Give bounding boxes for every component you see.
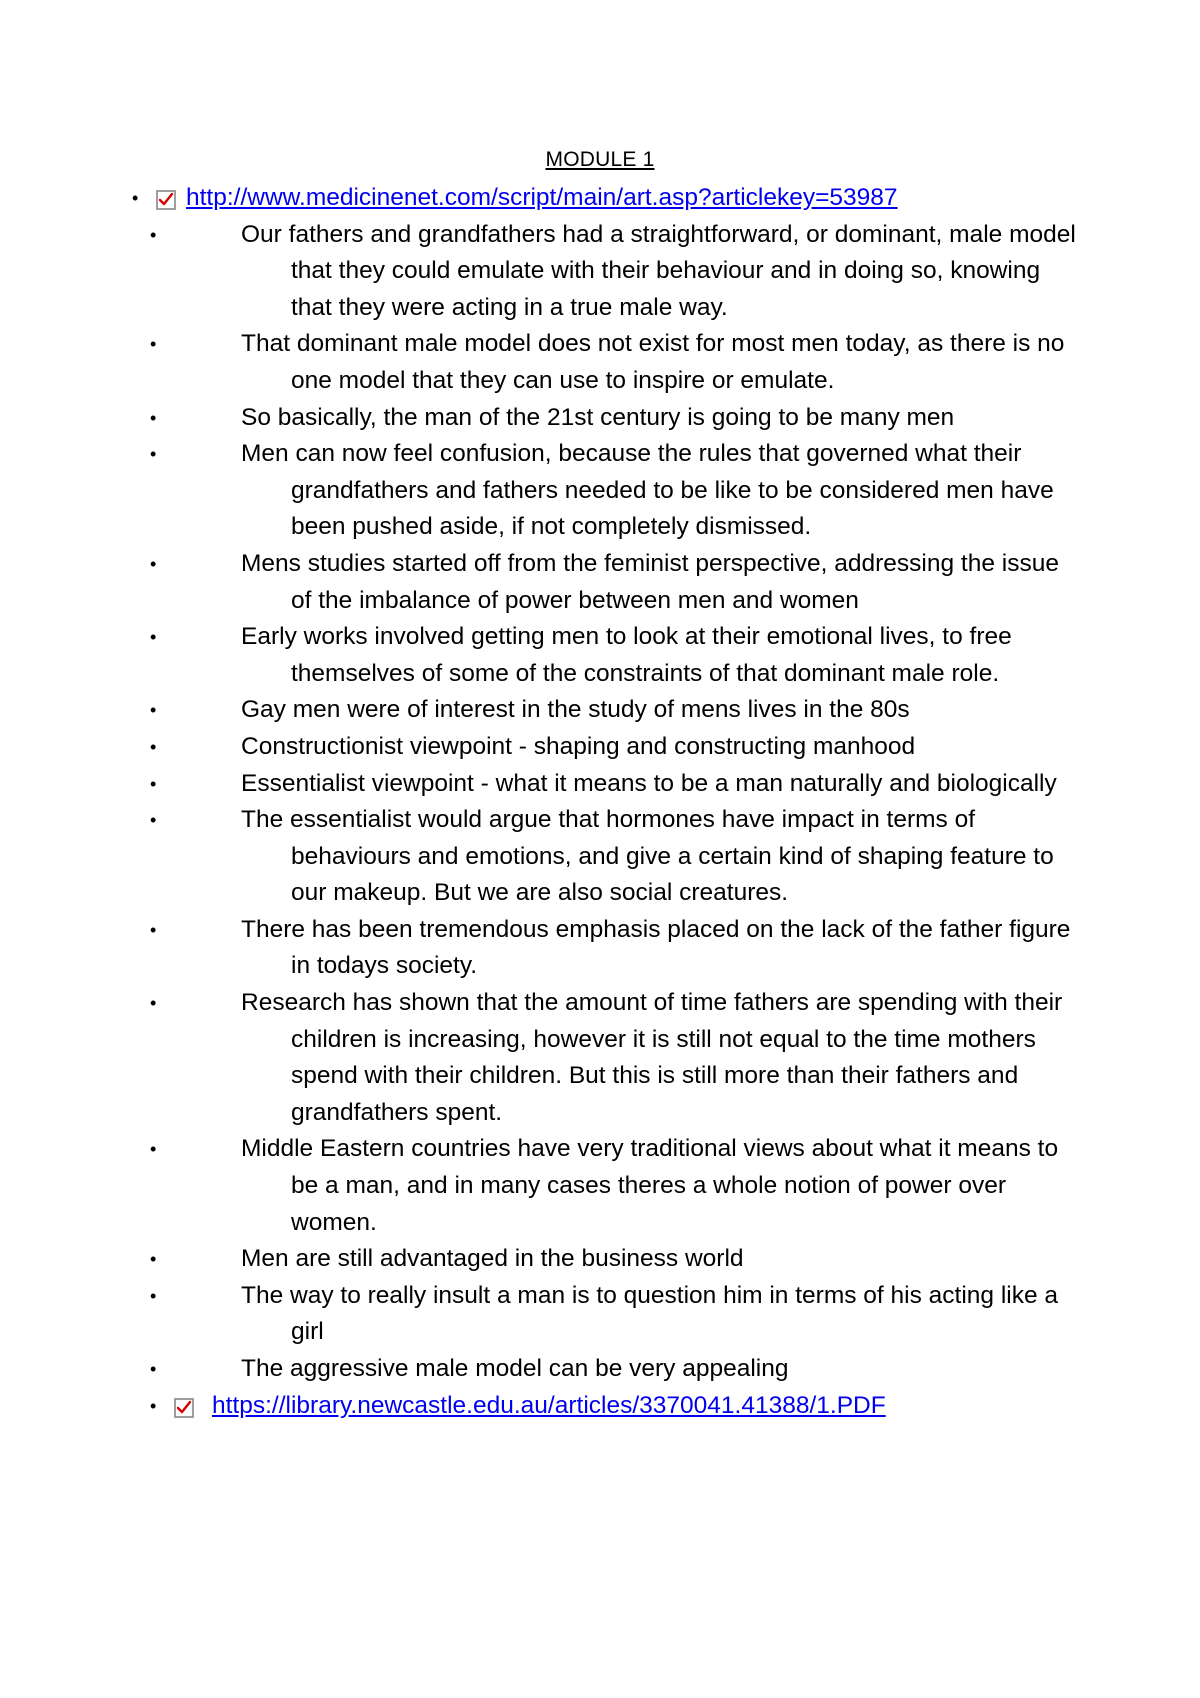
list-item: [0, 217, 1200, 327]
note-text: Men are still advantaged in the business world: [241, 1245, 744, 1273]
note-text: Men can now feel confusion, because the rules that governed what their grandfathers and fathers needed to be like to be considered men have been pushed aside, if not completely dismissed.: [241, 440, 1054, 541]
bullet-icon: •: [150, 773, 157, 794]
note-text: Constructionist viewpoint - shaping and constructing manhood: [241, 732, 916, 760]
note-text: The essentialist would argue that hormones have impact in terms of behaviours and emotions, and give a certain kind of shaping feature to our makeup. But we are also social creatures.: [241, 806, 1054, 907]
note-text: Our fathers and grandfathers had a straightforward, or dominant, male model that they could emulate with their behaviour and in doing so, knowing that they were acting in a true male way.: [241, 220, 1076, 321]
list-item-link-2: [0, 1388, 1200, 1425]
bullet-icon: •: [150, 1395, 157, 1416]
notes-list: [0, 180, 1200, 1424]
list-item: [0, 1241, 1200, 1278]
list-item: [0, 546, 1200, 619]
newcastle-library-link[interactable]: https://library.newcastle.edu.au/articles/3370041.41388/1.PDF: [212, 1391, 886, 1419]
list-item: [0, 1278, 1200, 1351]
list-item: [0, 436, 1200, 546]
bullet-icon: •: [150, 736, 157, 757]
note-text: Research has shown that the amount of time fathers are spending with their children is increasing, however it is still not equal to the time mothers spend with their children. But this is still more than their fathers and grandfathers spent.: [241, 989, 1063, 1126]
bullet-icon: •: [150, 993, 157, 1014]
bullet-icon: •: [150, 700, 157, 721]
bullet-icon: •: [150, 627, 157, 648]
bullet-icon: •: [150, 553, 157, 574]
checked-checkbox-icon: [174, 1393, 194, 1413]
bullet-icon: •: [150, 1249, 157, 1270]
note-text: Middle Eastern countries have very traditional views about what it means to be a man, and in many cases theres a whole notion of power over women.: [241, 1135, 1059, 1236]
note-text: So basically, the man of the 21st century is going to be many men: [241, 403, 955, 431]
list-item: [0, 692, 1200, 729]
list-item-link-1: [0, 180, 1200, 217]
note-text: There has been tremendous emphasis placed on the lack of the father figure in todays society.: [241, 915, 1071, 980]
list-item: [0, 1351, 1200, 1388]
list-item: [0, 400, 1200, 437]
page-title: MODULE 1: [545, 148, 655, 171]
list-item: [0, 619, 1200, 692]
list-item: [0, 729, 1200, 766]
bullet-icon: •: [150, 1139, 157, 1160]
bullet-icon: •: [150, 224, 157, 245]
bullet-icon: •: [150, 919, 157, 940]
bullet-icon: •: [150, 1359, 157, 1379]
bullet-icon: •: [150, 334, 157, 355]
note-text: The aggressive male model can be very appealing: [241, 1355, 789, 1382]
list-item: [0, 912, 1200, 985]
bullet-icon: •: [150, 407, 157, 428]
bullet-icon: •: [132, 188, 139, 208]
bullet-icon: •: [150, 810, 157, 831]
note-text: The way to really insult a man is to question him in terms of his acting like a girl: [241, 1281, 1059, 1346]
note-text: Gay men were of interest in the study of mens lives in the 80s: [241, 696, 910, 724]
bullet-icon: •: [150, 1285, 157, 1306]
list-item: [0, 326, 1200, 399]
list-item: [0, 985, 1200, 1131]
note-text: Essentialist viewpoint - what it means to be a man naturally and biologically: [241, 769, 1057, 797]
note-text: That dominant male model does not exist for most men today, as there is no one model that they can use to inspire or emulate.: [241, 330, 1065, 394]
medicinenet-link[interactable]: http://www.medicinenet.com/script/main/art.asp?articlekey=53987: [186, 184, 898, 211]
note-text: Early works involved getting men to look at their emotional lives, to free themselves of some of the constraints of that dominant male role.: [241, 623, 1012, 687]
list-item: [0, 766, 1200, 803]
list-item: [0, 1131, 1200, 1241]
bullet-icon: •: [150, 444, 157, 465]
checked-checkbox-icon: [156, 185, 176, 205]
list-item: [0, 802, 1200, 912]
note-text: Mens studies started off from the feminist perspective, addressing the issue of the imbalance of power between men and women: [241, 549, 1059, 614]
